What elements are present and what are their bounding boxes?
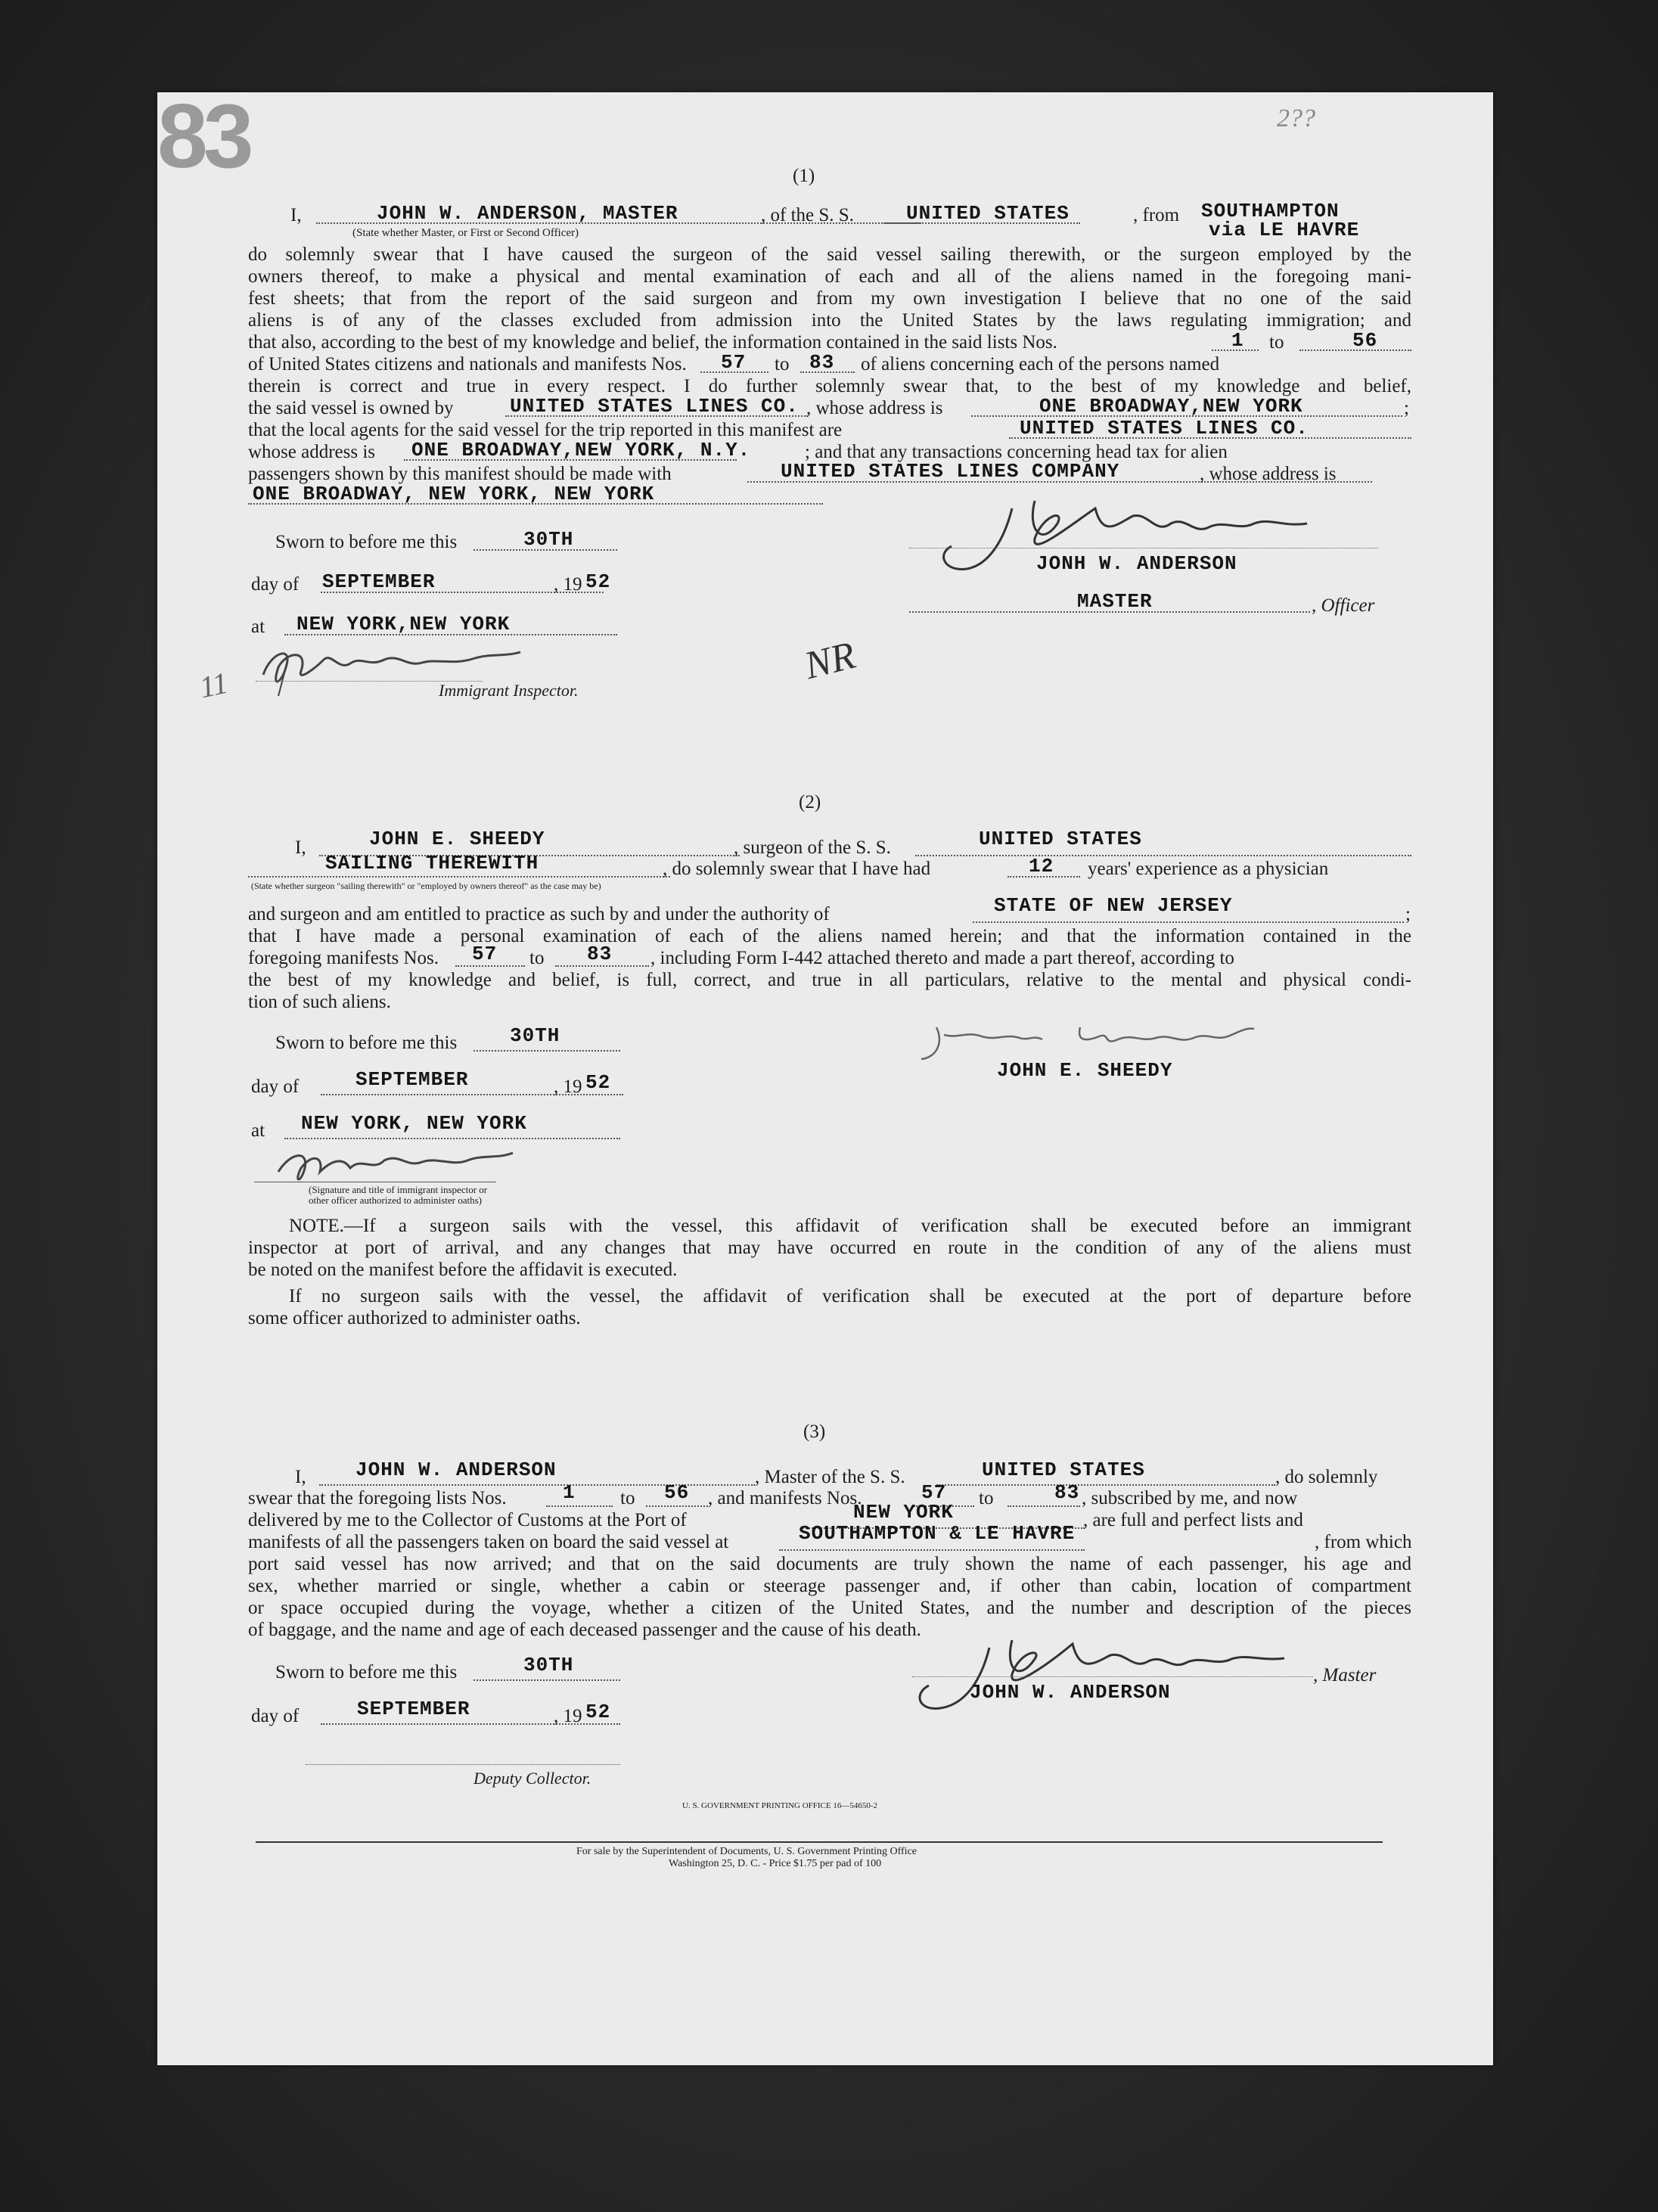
section1-owner-address: ONE BROADWAY,NEW YORK: [1039, 395, 1303, 418]
section3-manifests-from: 57: [921, 1481, 947, 1504]
section2-line2c: years' experience as a physician: [1088, 859, 1329, 879]
surgeon-signature: [914, 1012, 1262, 1065]
margin-mark: 11: [196, 665, 231, 705]
section1-body-line: do solemnly swear that I have caused the surgeon of the said vessel sailing therewith, or the surgeon employed by the: [248, 244, 1411, 265]
section2-inspector-caption1: (Signature and title of immigrant inspector or: [309, 1184, 488, 1195]
section3-of-ss: , Master of the S. S.: [755, 1467, 905, 1487]
section2-line5b: , including Form I-442 attached thereto and made a part thereof, according to: [650, 948, 1234, 968]
corner-note: 2??: [1277, 104, 1315, 132]
section1-agents-address: ONE BROADWAY,NEW YORK, N.Y.: [411, 439, 751, 461]
stamp-number: 83: [157, 85, 250, 187]
section2-vessel: UNITED STATES: [979, 828, 1142, 850]
section1-caption: (State whether Master, or First or Second Officer): [352, 227, 579, 239]
section3-line3b: , are full and perfect lists and: [1083, 1510, 1303, 1530]
section1-to: to: [1269, 332, 1284, 353]
section1-at: at: [251, 617, 265, 637]
section1-line11b: , whose address is: [1200, 464, 1337, 484]
section1-tax-address: ONE BROADWAY, NEW YORK, NEW YORK: [253, 483, 655, 505]
section2-month: SEPTEMBER: [356, 1068, 469, 1091]
section2-caption: (State whether surgeon "sailing therewith" or "employed by owners thereof" as the case may be): [251, 881, 601, 891]
section1-officer-title: MASTER: [1077, 590, 1153, 613]
footer-sale1: For sale by the Superintendent of Documents, U. S. Government Printing Office: [576, 1846, 917, 1857]
section2-sworn-day: 30TH: [510, 1024, 560, 1047]
section2-sworn: Sworn to before me this: [275, 1033, 458, 1053]
section3-sworn-day: 30TH: [523, 1654, 574, 1676]
section3-last-line: of baggage, and the name and age of each deceased passenger and the cause of his death.: [248, 1620, 921, 1640]
section1-tax-company: UNITED STATES LINES COMPANY: [781, 460, 1120, 483]
section1-line6b: of aliens concerning each of the persons named: [861, 354, 1220, 374]
section1-body-line: aliens is of any of the classes excluded from admission into the United States by the laws regulating immigration; and: [248, 310, 1411, 331]
section1-day-of: day of: [251, 574, 300, 595]
section3-number: (3): [803, 1421, 826, 1442]
section1-sworn: Sworn to before me this: [275, 532, 458, 552]
section1-year-suffix: 52: [585, 570, 611, 593]
section2-note-line: inspector at port of arrival, and any changes that may have occurred en route in the condition of any of the aliens must: [248, 1238, 1411, 1258]
section3-line2a: swear that the foregoing lists Nos.: [248, 1488, 507, 1508]
section1-line6a: of United States citizens and nationals and manifests Nos.: [248, 354, 687, 374]
footer-sale2: Washington 25, D. C. - Price $1.75 per pad of 100: [669, 1858, 882, 1869]
section1-line10a: whose address is: [248, 442, 376, 462]
section2-of-ss: , surgeon of the S. S.: [734, 837, 891, 858]
inspector-signature: [271, 1138, 520, 1191]
section3-body-line: port said vessel has now arrived; and that on the said documents are truly shown the name of each passenger, his age and: [248, 1554, 1411, 1574]
section2-at: at: [251, 1120, 265, 1141]
section2-surgeon-name: JOHN E. SHEEDY: [369, 828, 545, 850]
section1-line10b: ; and that any transactions concerning head tax for alien: [805, 442, 1228, 462]
section1-month: SEPTEMBER: [322, 570, 436, 593]
section1-owner: UNITED STATES LINES CO.: [510, 395, 799, 418]
section3-master-typed: JOHN W. ANDERSON: [970, 1681, 1171, 1704]
section1-i: I,: [290, 205, 302, 225]
section2-number: (2): [799, 792, 821, 812]
section2-line6: the best of my knowledge and belief, is full, correct, and true in all particulars, relative to the mental and physical condi-: [248, 970, 1411, 990]
section3-day-of: day of: [251, 1706, 300, 1726]
section3-vessel: UNITED STATES: [982, 1459, 1145, 1481]
section3-body-line: or space occupied during the voyage, whether a citizen of the United States, and the number and description of the pieces: [248, 1598, 1411, 1618]
section1-line7: therein is correct and true in every respect. I do further solemnly swear that, to the best of my knowledge and belief,: [248, 376, 1411, 396]
section2-manifests-to: 83: [587, 943, 613, 965]
section3-sworn: Sworn to before me this: [275, 1662, 458, 1682]
section1-body-line: fest sheets; that from the report of the said surgeon and from my own investigation I believe that no one of the said: [248, 288, 1411, 309]
section3-departure: SOUTHAMPTON & LE HAVRE: [799, 1522, 1076, 1545]
section1-manifests-from: 57: [721, 351, 747, 374]
section2-line5a: foregoing manifests Nos.: [248, 948, 439, 968]
section1-line11a: passengers shown by this manifest should be made with: [248, 464, 672, 484]
section3-line4b: , from which: [1315, 1532, 1412, 1552]
section2-line3a: and surgeon and am entitled to practice as such by and under the authority of: [248, 904, 830, 924]
section1-line5a: that also, according to the best of my knowledge and belief, the information contained in the said lists Nos.: [248, 332, 1057, 353]
section2-place: NEW YORK, NEW YORK: [301, 1112, 527, 1135]
section2-to: to: [529, 948, 545, 968]
section1-port-line1: SOUTHAMPTON: [1201, 200, 1340, 222]
section3-collector-caption: Deputy Collector.: [473, 1769, 591, 1788]
section2-note2-line: some officer authorized to administer oaths.: [248, 1308, 581, 1328]
section2-i: I,: [295, 837, 306, 858]
section1-from: , from: [1133, 205, 1180, 225]
section3-port: NEW YORK: [853, 1501, 954, 1524]
section2-years: 12: [1029, 855, 1054, 878]
manifest-page: [157, 85, 1493, 2065]
section3-year-suffix: 52: [585, 1701, 611, 1723]
section3-solemnly: , do solemnly: [1275, 1467, 1378, 1487]
section1-line8b: , whose address is: [806, 398, 943, 418]
section1-number: (1): [793, 166, 815, 186]
section2-year-suffix: 52: [585, 1071, 611, 1094]
section2-line4: that I have made a personal examination of each of the aliens named herein; and that the information contained in the: [248, 926, 1411, 946]
section1-officer-caption: , Officer: [1312, 595, 1375, 616]
section2-sailing: SAILING THEREWITH: [325, 852, 539, 875]
section2-manifests-from: 57: [472, 943, 498, 965]
section2-surgeon-typed: JOHN E. SHEEDY: [997, 1059, 1173, 1082]
section1-of-ss: , of the S. S.: [761, 205, 854, 225]
section2-year-prefix: , 19: [554, 1076, 582, 1097]
section1-year-prefix: , 19: [554, 574, 582, 595]
section2-semicolon: ;: [1405, 904, 1411, 924]
section2-note2-line: If no surgeon sails with the vessel, the affidavit of verification shall be executed at the port of departure before: [289, 1286, 1411, 1306]
section1-officer-name: JONH W. ANDERSON: [1036, 552, 1237, 575]
section1-lists-to: 56: [1352, 329, 1378, 352]
section2-authority: STATE OF NEW JERSEY: [994, 894, 1233, 917]
section3-to2: to: [979, 1488, 994, 1508]
section1-line9a: that the local agents for the said vessel for the trip reported in this manifest are: [248, 420, 843, 440]
section3-body-line: sex, whether married or single, whether a cabin or steerage passenger and, if other than cabin, location of compartment: [248, 1576, 1411, 1596]
section1-semicolon: ;: [1404, 398, 1409, 418]
section1-agents: UNITED STATES LINES CO.: [1020, 417, 1309, 440]
section2-day-of: day of: [251, 1076, 300, 1097]
section3-line2b: , and manifests Nos.: [708, 1488, 862, 1508]
section3-master-name: JOHN W. ANDERSON: [356, 1459, 557, 1481]
section3-lists-from: 1: [563, 1481, 576, 1504]
section3-line2c: , subscribed by me, and now: [1082, 1488, 1298, 1508]
section3-i: I,: [295, 1467, 306, 1487]
section1-to2: to: [775, 354, 790, 374]
section2-note-line: NOTE.—If a surgeon sails with the vessel, this affidavit of verification shall be executed before an immigrant: [289, 1216, 1411, 1236]
section1-place: NEW YORK,NEW YORK: [297, 613, 511, 635]
section2-line2b: , do solemnly swear that I have had: [663, 859, 931, 879]
section1-manifests-to: 83: [809, 351, 835, 374]
section3-manifests-to: 83: [1054, 1481, 1080, 1504]
nr-mark: NR: [800, 633, 860, 688]
section1-port-line2: via LE HAVRE: [1209, 219, 1360, 241]
section1-inspector-caption: Immigrant Inspector.: [439, 681, 579, 700]
section3-line4a: manifests of all the passengers taken on board the said vessel at: [248, 1532, 729, 1552]
section1-line8a: the said vessel is owned by: [248, 398, 454, 418]
section1-body-line: owners thereof, to make a physical and mental examination of each and all of the aliens named in the foregoing mani-: [248, 266, 1411, 287]
section1-lists-from: 1: [1231, 329, 1244, 352]
footer-gpo: U. S. GOVERNMENT PRINTING OFFICE 16—54650-2: [682, 1801, 878, 1810]
section1-vessel: UNITED STATES: [906, 202, 1070, 225]
section3-line3a: delivered by me to the Collector of Customs at the Port of: [248, 1510, 687, 1530]
section3-to: to: [620, 1488, 635, 1508]
section3-year-prefix: , 19: [554, 1706, 582, 1726]
section1-sworn-day: 30TH: [523, 528, 574, 551]
section1-master-name: JOHN W. ANDERSON, MASTER: [377, 202, 678, 225]
section2-inspector-caption2: other officer authorized to administer oaths): [309, 1195, 482, 1206]
section3-master-caption: , Master: [1313, 1665, 1377, 1685]
section2-line7: tion of such aliens.: [248, 992, 391, 1012]
section3-month: SEPTEMBER: [357, 1698, 470, 1720]
section3-lists-to: 56: [664, 1481, 690, 1504]
section2-note-line: be noted on the manifest before the affidavit is executed.: [248, 1260, 678, 1280]
